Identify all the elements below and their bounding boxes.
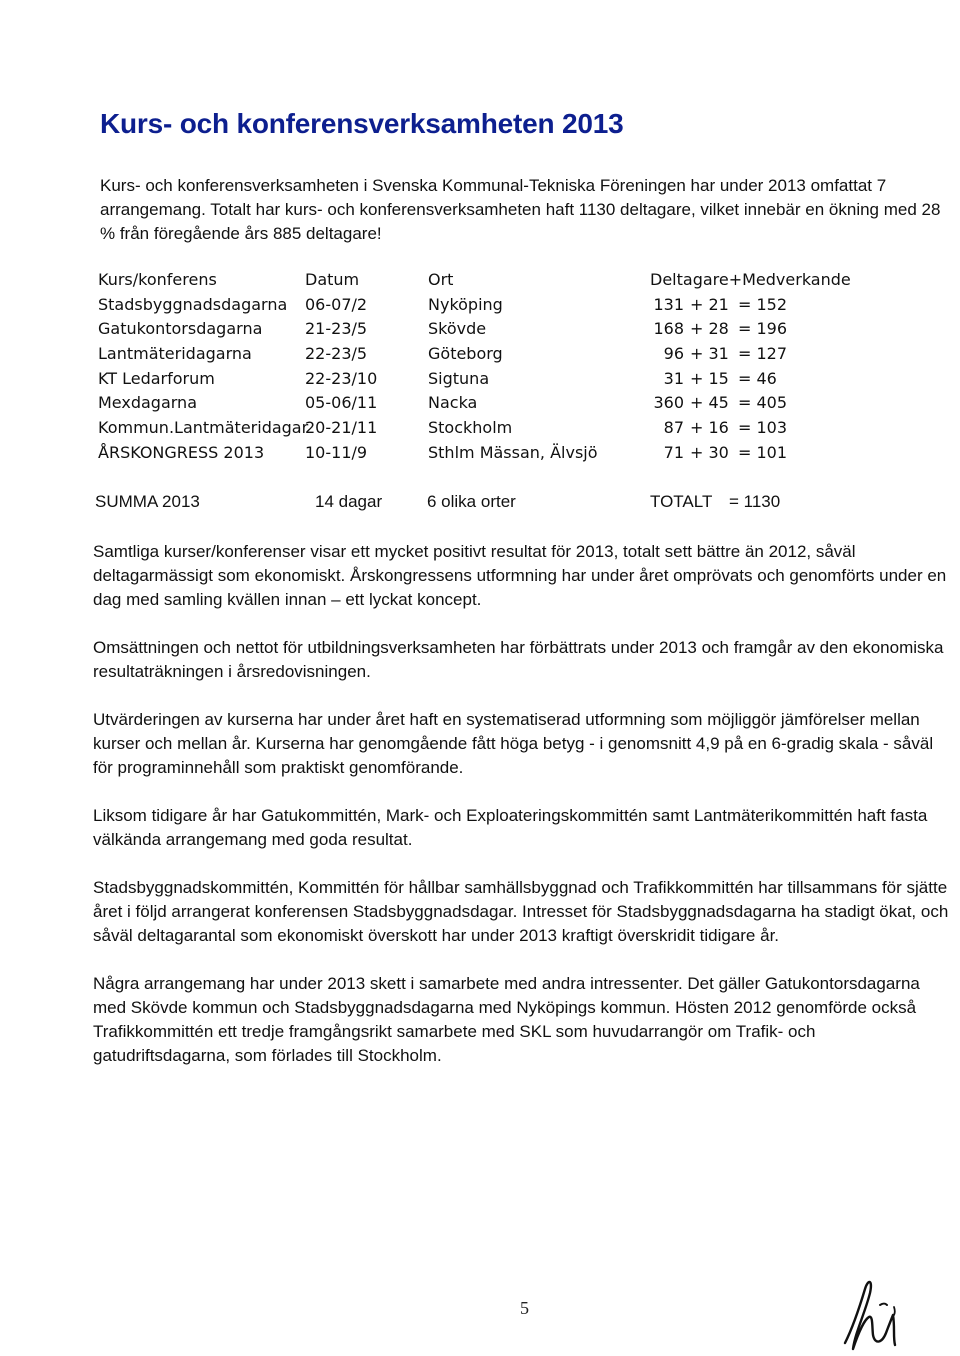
intro-section: [100, 174, 950, 246]
contributor-count: + 28: [690, 319, 729, 339]
total-count: = 405: [738, 393, 788, 413]
course-name: Kommun.Lantmäteridagar: [98, 418, 309, 438]
summary-total-value: = 1130: [729, 492, 781, 511]
participant-count: 71: [663, 442, 684, 462]
summary-label: SUMMA 2013: [95, 492, 200, 511]
table-row: [98, 443, 878, 468]
body-paragraph-partnerships: Några arrangemang har under 2013 skett i samarbete med andra intressenter. Det gäller Gatukontorsdagarna med Skövde kommun och Stadsbyggnadsdagarna med Nyköpings kommun. Hösten 2012 genomförde också Trafikkommittén ett tredje framgångsrikt samarbete med SKL som huvudarrangör om Trafik- och gatudriftsdagarna, som förlades till Stockholm.: [93, 974, 920, 1065]
contributor-count: + 15: [690, 368, 729, 388]
header-course: Kurs/konferens: [98, 270, 217, 289]
table-header-row: [98, 270, 878, 295]
course-name: ÅRSKONGRESS 2013: [98, 442, 265, 462]
total-count: = 101: [738, 442, 788, 462]
participant-count: 87: [663, 418, 684, 438]
total-count: = 103: [738, 418, 788, 438]
course-date: 22-23/5: [305, 344, 368, 364]
course-date: 22-23/10: [305, 368, 378, 388]
course-date: 21-23/5: [305, 319, 368, 339]
table-row: [98, 418, 878, 443]
total-count: = 46: [738, 368, 777, 388]
summary-days: 14 dagar: [315, 492, 383, 511]
course-date: 05-06/11: [305, 393, 378, 413]
course-name: Gatukontorsdagarna: [98, 319, 263, 339]
summary-total-label: TOTALT: [650, 492, 713, 511]
intro-paragraph: Kurs- och konferensverksamheten i Svenska Kommunal-Tekniska Föreningen har under 2013 omfattat 7 arrangemang. Totalt har kurs- och konferensverksamheten haft 1130 deltagare, vilket innebär en ökning med 28 % från föregående års 885 deltagare!: [100, 176, 941, 243]
participant-count: 168: [653, 319, 684, 339]
participant-count: 96: [663, 344, 684, 364]
course-place: Nyköping: [428, 294, 503, 314]
course-name: Mexdagarna: [98, 393, 197, 413]
body-paragraph-evaluation: Utvärderingen av kurserna har under året haft en systematiserad utformning som möjliggör jämförelser mellan kurser och mellan år. Kurserna har genomgående fått höga betyg - i genomsnitt 4,9 på en 6-gradig skala - såväl för programinnehåll som praktiskt genomförande.: [93, 710, 934, 777]
course-place: Skövde: [428, 319, 487, 339]
header-date: Datum: [305, 270, 360, 289]
participant-count: 360: [653, 393, 684, 413]
participant-count: 131: [653, 294, 684, 314]
total-count: = 196: [738, 319, 788, 339]
contributor-count: + 21: [690, 294, 729, 314]
page-title: Kurs- och konferensverksamheten 2013: [100, 108, 624, 139]
page-number: 5: [520, 1298, 529, 1318]
participant-count: 31: [663, 368, 684, 388]
contributor-count: + 45: [690, 393, 729, 413]
contributor-count: + 30: [690, 442, 729, 462]
body-paragraph-committees: Liksom tidigare år har Gatukommittén, Mark- och Exploateringskommittén samt Lantmäterikommittén haft fasta välkända arrangemang med goda resultat.: [93, 806, 928, 849]
contributor-count: + 31: [690, 344, 729, 364]
course-place: Stockholm: [428, 418, 513, 438]
course-date: 20-21/11: [305, 418, 378, 438]
table-row: [98, 319, 878, 344]
body-text: [93, 540, 955, 1092]
course-date: 06-07/2: [305, 294, 368, 314]
course-place: Sigtuna: [428, 368, 490, 388]
conference-table: [98, 270, 878, 468]
body-paragraph-results: Samtliga kurser/konferenser visar ett mycket positivt resultat för 2013, totalt sett bättre än 2012, såväl deltagarmässigt som ekonomiskt. Årskongressens utformning har under året omprövats och genomförts under en dag med samling kvällen innan – ett lyckat koncept.: [93, 542, 947, 609]
table-row: [98, 393, 878, 418]
header-place: Ort: [428, 270, 454, 289]
course-place: Göteborg: [428, 344, 503, 364]
body-paragraph-finance: Omsättningen och nettot för utbildningsverksamheten har förbättrats under 2013 och framgår av den ekonomiska resultaträkningen i årsredovisningen.: [93, 638, 944, 681]
header-participants: Deltagare+Medverkande: [650, 270, 851, 289]
table-row: [98, 295, 878, 320]
total-count: = 152: [738, 294, 788, 314]
course-name: Lantmäteridagarna: [98, 344, 252, 364]
table-row: [98, 369, 878, 394]
signature-icon: [835, 1275, 905, 1355]
course-place: Sthlm Mässan, Älvsjö: [428, 442, 598, 462]
total-count: = 127: [738, 344, 788, 364]
table-row: [98, 344, 878, 369]
course-name: KT Ledarforum: [98, 368, 215, 388]
contributor-count: + 16: [690, 418, 729, 438]
body-paragraph-city-planning: Stadsbyggnadskommittén, Kommittén för hållbar samhällsbyggnad och Trafikkommittén har tillsammans för sjätte året i följd arrangerat konferensen Stadsbyggnadsdagar. Intresset för Stadsbyggnadsdagarna ha stadigt ökat, och såväl deltagarantal som ekonomiskt överskott har under 2013 kraftigt överskridit tidigare år.: [93, 878, 949, 945]
course-place: Nacka: [428, 393, 478, 413]
course-name: Stadsbyggnadsdagarna: [98, 294, 288, 314]
course-date: 10-11/9: [305, 442, 368, 462]
summary-places: 6 olika orter: [427, 492, 516, 511]
